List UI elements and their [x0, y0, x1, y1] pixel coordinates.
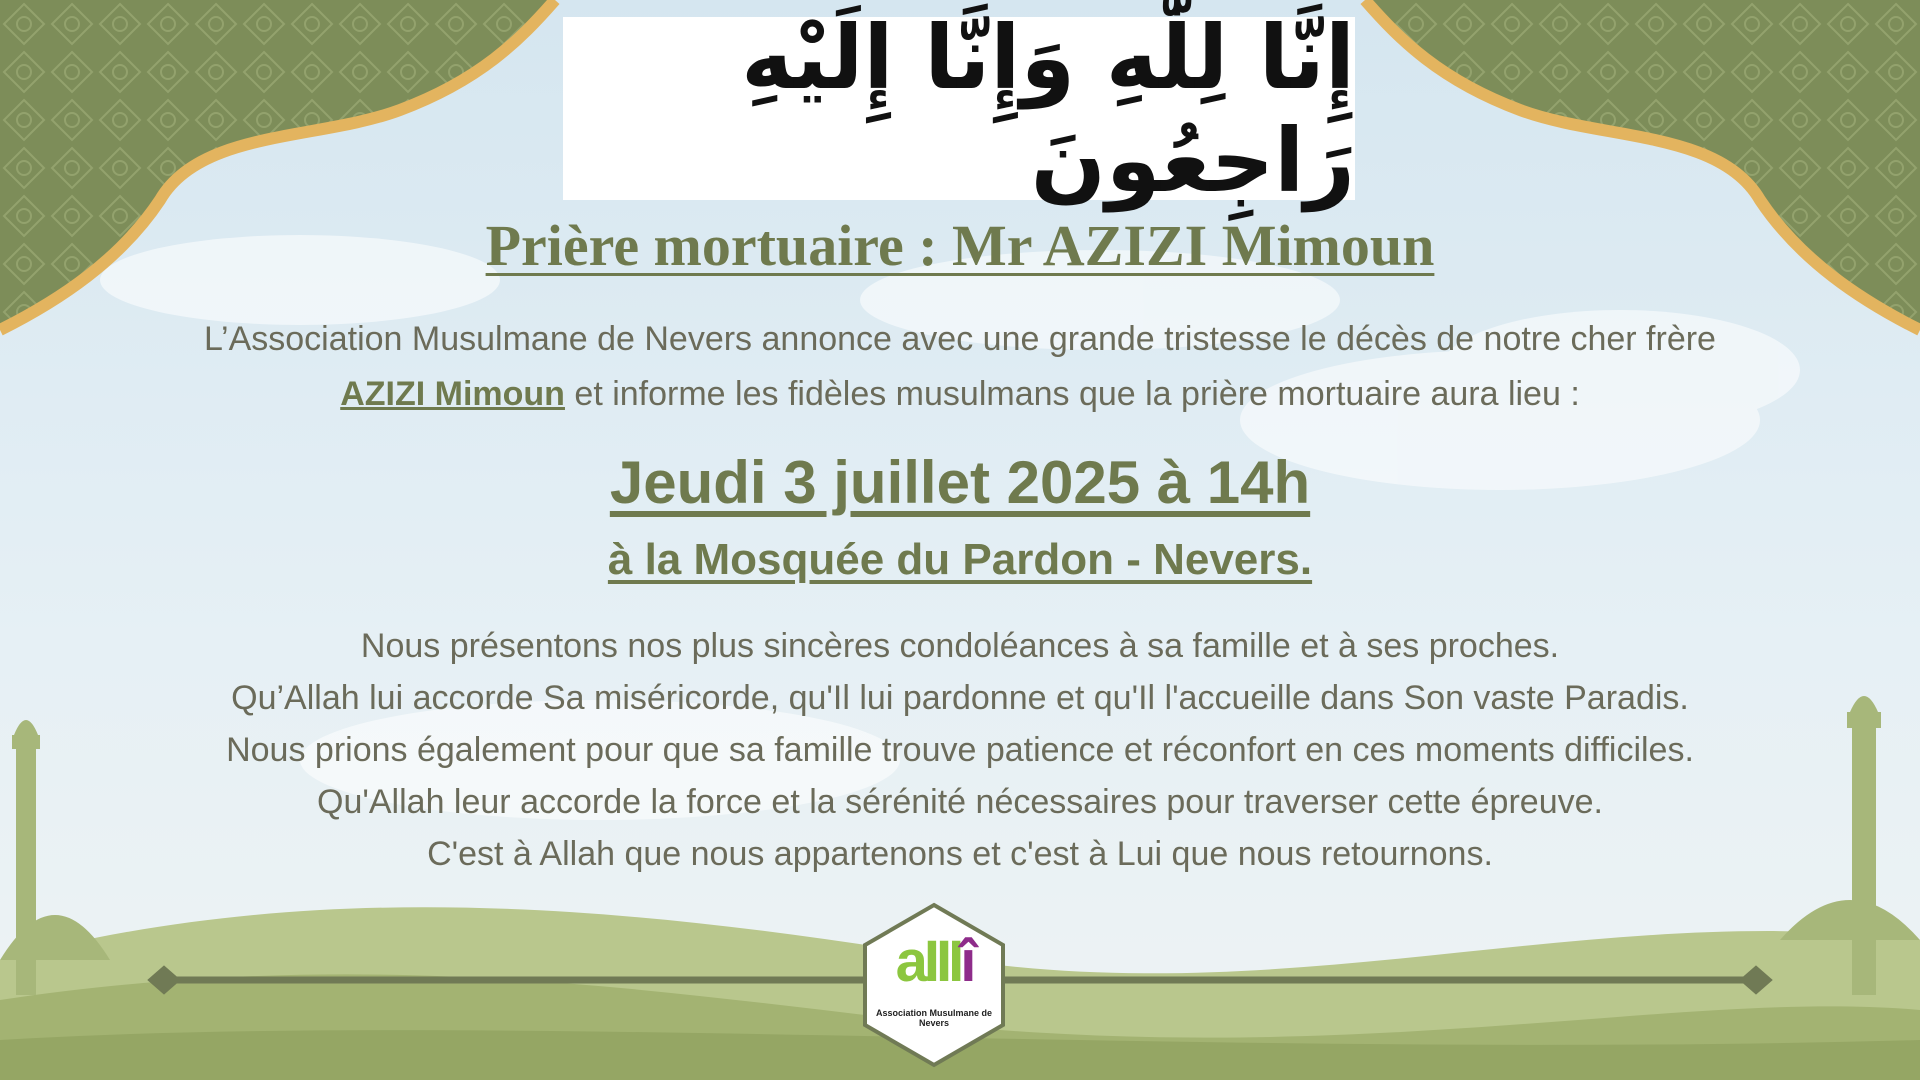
condolence-line: Nous prions également pour que sa famille trouve patience et réconfort en ces moments difficiles. — [226, 731, 1694, 769]
condolence-line: Qu'Allah leur accorde la force et la sérénité nécessaires pour traverser cette épreuve. — [317, 783, 1603, 821]
logo-mark-green: aIII — [895, 929, 961, 994]
logo-caption: Association Musulmane de Nevers — [875, 1008, 993, 1028]
deceased-name: AZIZI Mimoun — [340, 375, 565, 413]
prayer-place — [0, 535, 1920, 585]
intro-line-1: L’Association Musulmane de Nevers annonce avec une grande tristesse le décès de notre cher frère — [204, 320, 1716, 358]
arabic-calligraphy: إِنَّا لِلَّٰهِ وَإِنَّا إِلَيْهِ رَاجِعُونَ — [563, 17, 1355, 200]
intro-line-2-rest: et informe les fidèles musulmans que la prière mortuaire aura lieu : — [564, 375, 1580, 413]
title-text: Prière mortuaire : Mr AZIZI Mimoun — [485, 213, 1435, 278]
condolence-line: Qu’Allah lui accorde Sa miséricorde, qu'Il lui pardonne et qu'Il l'accueille dans Son vaste Paradis. — [231, 679, 1689, 717]
logo-mark-purple: î — [960, 929, 973, 994]
prayer-date — [0, 448, 1920, 517]
prayer-place-text: à la Mosquée du Pardon - Nevers. — [607, 535, 1313, 584]
intro-line-2 — [80, 367, 1840, 422]
prayer-date-text: Jeudi 3 juillet 2025 à 14h — [609, 449, 1311, 516]
condolence-line: Nous présentons nos plus sincères condoléances à sa famille et à ses proches. — [360, 627, 1560, 665]
condolence-line: C'est à Allah que nous appartenons et c'est à Lui que nous retournons. — [427, 835, 1493, 873]
condolences-block — [60, 620, 1860, 880]
page-title — [0, 212, 1920, 279]
association-logo — [873, 928, 995, 995]
intro-paragraph — [80, 312, 1840, 422]
